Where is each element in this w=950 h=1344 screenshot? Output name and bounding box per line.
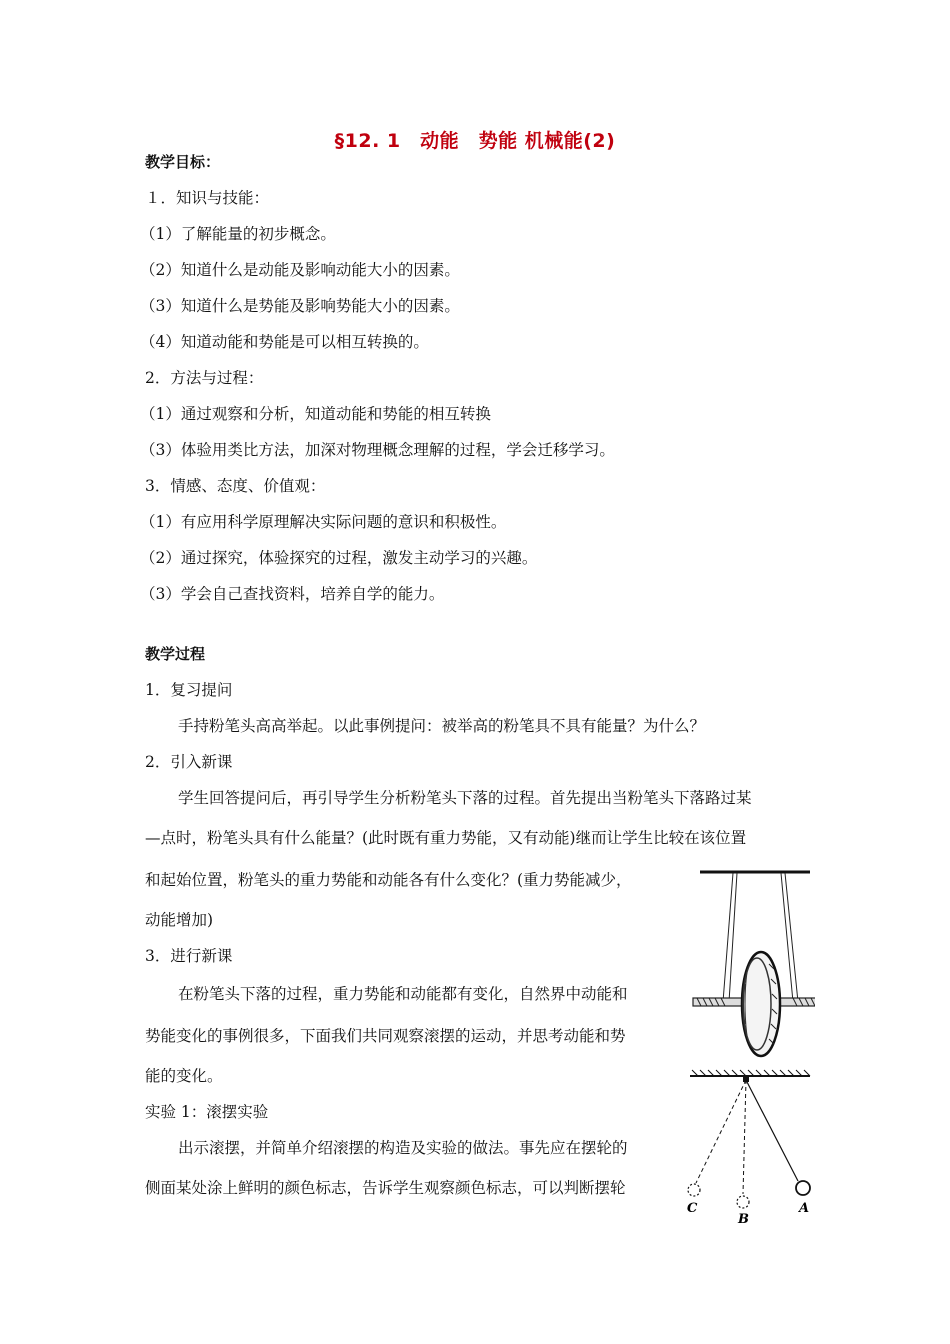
process-heading: 教学过程 — [145, 645, 206, 663]
paragraph-line: 能的变化。 — [145, 1067, 223, 1085]
list-item: （1）了解能量的初步概念。 — [140, 225, 336, 243]
paragraph-line: —点时，粉笔头具有什么能量？(此时既有重力势能，又有动能)继而让学生比较在该位置 — [145, 829, 747, 847]
list-item: （4）知道动能和势能是可以相互转换的。 — [140, 333, 429, 351]
section-attitude: 3．情感、态度、价值观： — [145, 477, 326, 495]
section-method: 2．方法与过程： — [145, 369, 264, 387]
rolling-pendulum-figure — [685, 864, 815, 1064]
experiment-heading: 实验 1：滚摆实验 — [145, 1103, 269, 1121]
paragraph-line: 侧面某处涂上鲜明的颜色标志，告诉学生观察颜色标志，可以判断摆轮 — [145, 1179, 626, 1197]
list-item: （1）通过观察和分析，知道动能和势能的相互转换 — [140, 405, 491, 423]
page-title: §12. 1 动能 势能 机械能(2) — [334, 130, 616, 152]
paragraph-line: 在粉笔头下落的过程，重力势能和动能都有变化，自然界中动能和 — [178, 985, 628, 1003]
label-b: B — [738, 1212, 749, 1227]
paragraph-line: 学生回答提问后，再引导学生分析粉笔头下落的过程。首先提出当粉笔头下落路过某 — [178, 789, 752, 807]
objectives-heading: 教学目标： — [145, 153, 221, 171]
label-a: A — [799, 1201, 810, 1216]
list-item: （3）知道什么是势能及影响势能大小的因素。 — [140, 297, 460, 315]
list-item: （2）通过探究，体验探究的过程，激发主动学习的兴趣。 — [140, 549, 538, 567]
step-intro: 2．引入新课 — [145, 753, 233, 771]
simple-pendulum-figure — [680, 1066, 820, 1236]
paragraph-line: 出示滚摆，并简单介绍滚摆的构造及实验的做法。事先应在摆轮的 — [178, 1139, 628, 1157]
list-item: （1）有应用科学原理解决实际问题的意识和积极性。 — [140, 513, 507, 531]
section-knowledge: １．知识与技能： — [145, 189, 270, 207]
label-c: C — [687, 1201, 698, 1216]
paragraph-line: 动能增加) — [145, 911, 214, 929]
paragraph-line: 和起始位置，粉笔头的重力势能和动能各有什么变化？(重力势能减少， — [145, 871, 632, 889]
paragraph-line: 势能变化的事例很多，下面我们共同观察滚摆的运动，并思考动能和势 — [145, 1027, 626, 1045]
step-new-lesson: 3．进行新课 — [145, 947, 233, 965]
step-review: 1．复习提问 — [145, 681, 233, 699]
list-item: （3）学会自己查找资料，培养自学的能力。 — [140, 585, 445, 603]
list-item: （2）知道什么是动能及影响动能大小的因素。 — [140, 261, 460, 279]
list-item: （3）体验用类比方法，加深对物理概念理解的过程，学会迁移学习。 — [140, 441, 615, 459]
paragraph: 手持粉笔头高高举起。以此事例提问：被举高的粉笔具不具有能量？为什么？ — [178, 717, 706, 735]
